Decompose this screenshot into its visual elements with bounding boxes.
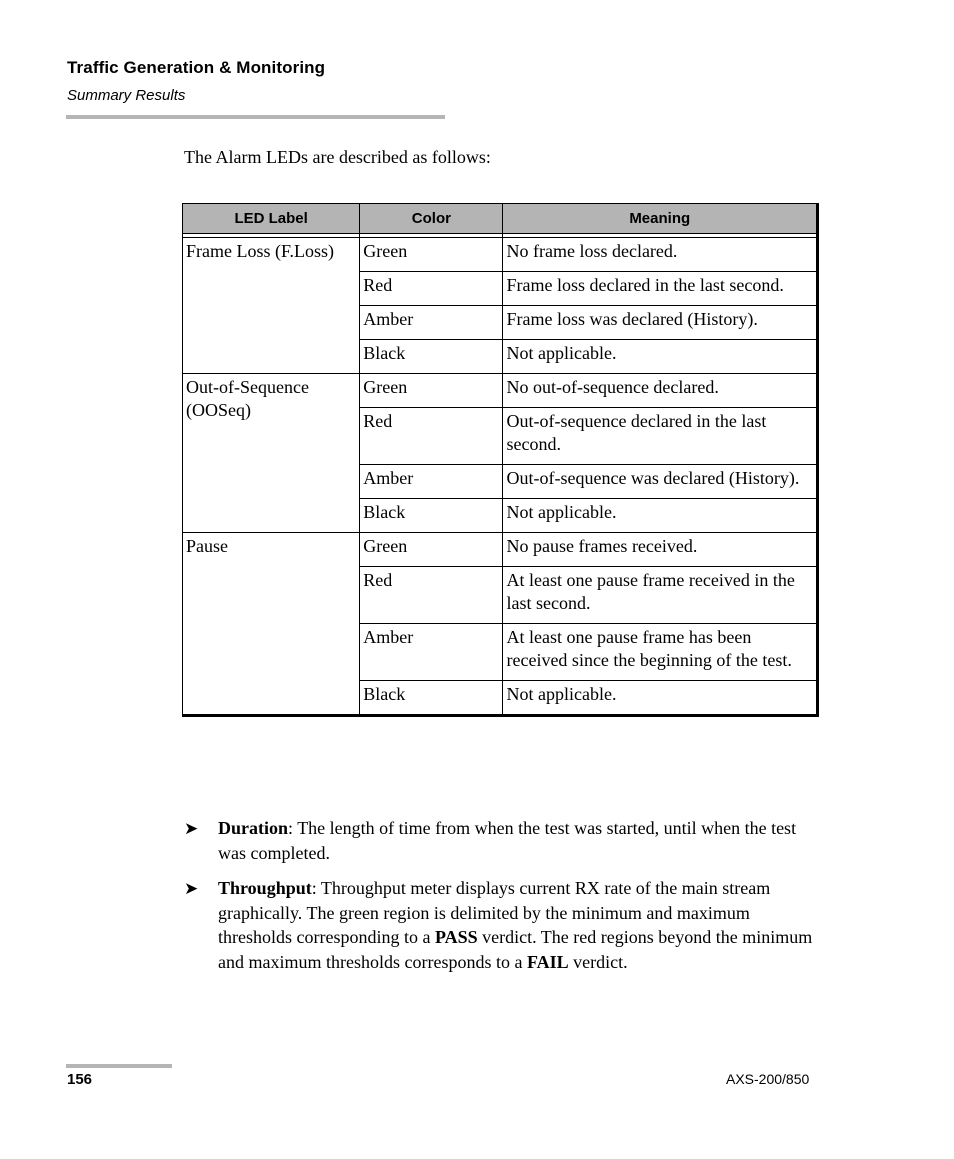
color-cell: Green — [360, 533, 503, 567]
color-cell: Black — [360, 499, 503, 533]
meaning-cell: Frame loss was declared (History). — [503, 306, 818, 340]
color-cell: Red — [360, 272, 503, 306]
bullet-item — [184, 816, 824, 865]
bullet-text: verdict. — [568, 951, 628, 972]
color-cell: Black — [360, 681, 503, 716]
led-label-cell: Frame Loss (F.Loss) — [183, 238, 360, 374]
color-cell: Green — [360, 238, 503, 272]
color-cell: Green — [360, 374, 503, 408]
arrowhead-right-icon: ➤ — [184, 879, 199, 899]
table-row — [183, 533, 818, 567]
table-row — [183, 238, 818, 272]
page-number: 156 — [67, 1071, 93, 1088]
led-label-cell: Pause — [183, 533, 360, 716]
arrowhead-right-icon: ➤ — [184, 819, 199, 839]
bullet-text: : The length of time from when the test was started, until when the test was completed. — [218, 818, 797, 863]
bullet-text: : Throughput meter displays current RX rate of the main stream graphically. The green region is delimited by the minimum and maximum thresholds corresponding to a — [218, 878, 771, 947]
column-header-meaning: Meaning — [503, 204, 818, 234]
meaning-cell: Not applicable. — [503, 340, 818, 374]
table-body — [183, 234, 818, 716]
meaning-cell: At least one pause frame has been received since the beginning of the test. — [503, 624, 818, 681]
meaning-cell: Frame loss declared in the last second. — [503, 272, 818, 306]
alarm-led-table — [182, 203, 819, 717]
table-row — [183, 374, 818, 408]
verdict-keyword: PASS — [434, 927, 478, 947]
meaning-cell: No out-of-sequence declared. — [503, 374, 818, 408]
column-header-color: Color — [360, 204, 503, 234]
meaning-cell: Not applicable. — [503, 681, 818, 716]
chapter-title: Traffic Generation & Monitoring — [67, 58, 326, 77]
color-cell: Red — [360, 408, 503, 465]
section-subtitle: Summary Results — [67, 87, 186, 104]
intro-paragraph: The Alarm LEDs are described as follows: — [184, 147, 491, 167]
color-cell: Black — [360, 340, 503, 374]
meaning-cell: No frame loss declared. — [503, 238, 818, 272]
bullet-term: Throughput — [218, 878, 312, 898]
footer-rule — [66, 1064, 172, 1068]
color-cell: Red — [360, 567, 503, 624]
verdict-keyword: FAIL — [526, 951, 569, 972]
bullet-term: Duration — [218, 818, 289, 838]
bullet-item — [184, 876, 824, 974]
color-cell: Amber — [360, 624, 503, 681]
meaning-cell: At least one pause frame received in the last second. — [503, 567, 818, 624]
column-header-led-label: LED Label — [183, 204, 360, 234]
color-cell: Amber — [360, 465, 503, 499]
color-cell: Amber — [360, 306, 503, 340]
meaning-cell: Out-of-sequence was declared (History). — [503, 465, 818, 499]
product-model: AXS-200/850 — [726, 1071, 810, 1087]
meaning-cell: No pause frames received. — [503, 533, 818, 567]
meaning-cell: Not applicable. — [503, 499, 818, 533]
meaning-cell: Out-of-sequence declared in the last second. — [503, 408, 818, 465]
header-rule — [66, 115, 445, 119]
bullet-text: verdict. The red regions beyond the minimum and maximum thresholds corresponds to a — [218, 927, 813, 972]
table-header-row — [183, 204, 818, 234]
bullet-list — [184, 816, 824, 985]
led-label-cell: Out-of-Sequence (OOSeq) — [183, 374, 360, 533]
